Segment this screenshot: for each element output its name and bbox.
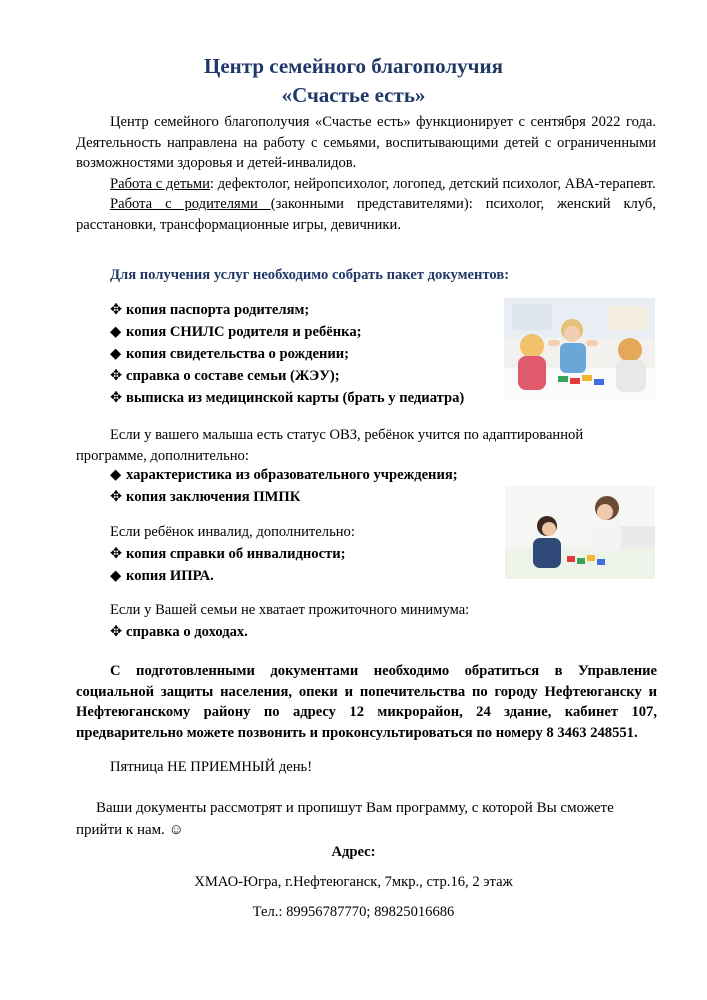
address-text: ХМАО-Югра, г.Нефтеюганск, 7мкр., стр.16, 2 этаж — [194, 874, 513, 890]
work-parents-label: Работа с родителями — [110, 196, 271, 212]
work-parents-paragraph — [76, 194, 656, 235]
disabled-intro: Если ребёнок инвалид, дополнительно: — [110, 524, 355, 540]
ovz-list-item: ◆ характеристика из образовательного учреждения; — [110, 464, 458, 486]
docs-list — [110, 299, 464, 409]
address-label: Адрес: — [331, 844, 376, 860]
friday-note: Пятница НЕ ПРИЕМНЫЙ день! — [110, 759, 313, 775]
ovz-intro: Если у вашего малыша есть статус ОВЗ, ребёнок учится по адаптированной программе, дополнительно: — [76, 427, 584, 464]
intro-paragraph: Центр семейного благополучия «Счастье есть» функционирует с сентября 2022 года. Деятельность направлена на работу с семьями, воспитывающими детей с ограниченными возможностями здоровья и детей-инвалидов. — [76, 114, 656, 171]
docs-list-item: ◆ копия свидетельства о рождении; — [110, 343, 464, 365]
docs-heading: Для получения услуг необходимо собрать пакет документов: — [110, 267, 510, 283]
income-list — [110, 621, 248, 643]
phones-text: Тел.: 89956787770; 89825016686 — [252, 904, 455, 920]
page-subtitle: «Счастье есть» — [281, 83, 426, 107]
diamond-bullet-icon: ◆ — [110, 346, 122, 362]
page-title: Центр семейного благополучия — [204, 54, 503, 78]
ovz-list — [110, 464, 458, 508]
work-parents-text: (законными представителями): психолог, женский клуб, расстановки, трансформационные игры, девичники. — [76, 196, 657, 233]
work-children-label: Работа с детьми — [110, 175, 210, 192]
contact-paragraph: С подготовленными документами необходимо обратиться в Управление социальной защиты населения, опеки и попечительства по городу Нефтеюганску и Нефтеюганскому району по адресу 12 микрорайон, 24 здание, кабинет 107, предварительно можете позвонить и проконсультироваться по номеру 8 3463 248551. — [76, 663, 657, 741]
diamond-bullet-icon: ◆ — [110, 324, 122, 340]
diamond-plus-bullet-icon: ✥ — [110, 302, 123, 318]
diamond-plus-bullet-icon: ✥ — [110, 390, 123, 406]
photo-woman-with-boy — [505, 486, 655, 579]
program-note: Ваши документы рассмотрят и пропишут Вам программу, с которой Вы сможете прийти к нам. ☺ — [76, 800, 614, 838]
disabled-list-item: ◆ копия ИПРА. — [110, 565, 345, 587]
intro-section — [76, 112, 656, 235]
docs-list-item: ✥ копия паспорта родителям; — [110, 299, 464, 321]
income-list-item: ✥ справка о доходах. — [110, 621, 248, 643]
disabled-list-item: ✥ копия справки об инвалидности; — [110, 543, 345, 565]
work-children-paragraph — [76, 174, 656, 195]
docs-list-item: ◆ копия СНИЛС родителя и ребёнка; — [110, 321, 464, 343]
ovz-list-item: ✥ копия заключения ПМПК — [110, 486, 458, 508]
disabled-list — [110, 543, 345, 587]
diamond-plus-bullet-icon: ✥ — [110, 368, 123, 384]
diamond-bullet-icon: ◆ — [110, 467, 122, 483]
work-children-text: : дефектолог, нейропсихолог, логопед, детский психолог, АВА-терапевт. — [209, 175, 656, 192]
income-intro: Если у Вашей семьи не хватает прожиточного минимума: — [110, 602, 470, 618]
docs-list-item: ✥ выписка из медицинской карты (брать у педиатра) — [110, 387, 464, 409]
diamond-bullet-icon: ◆ — [110, 568, 122, 584]
photo-woman-with-boy-image — [505, 486, 655, 579]
diamond-plus-bullet-icon: ✥ — [110, 489, 123, 505]
photo-therapist-with-children — [504, 298, 655, 400]
diamond-plus-bullet-icon: ✥ — [110, 546, 123, 562]
docs-list-item: ✥ справка о составе семьи (ЖЭУ); — [110, 365, 464, 387]
photo-therapist-with-children-image — [504, 298, 655, 400]
diamond-plus-bullet-icon: ✥ — [110, 624, 123, 640]
